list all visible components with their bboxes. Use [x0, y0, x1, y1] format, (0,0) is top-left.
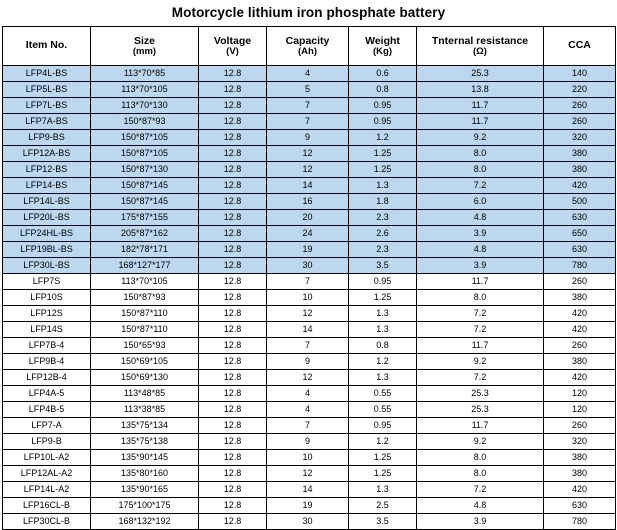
- cell-item-no: LFP14L-BS: [3, 194, 91, 210]
- cell-size: 150*69*105: [91, 354, 199, 370]
- column-header-cca: [544, 27, 616, 66]
- cell-item-no: LFP19BL-BS: [3, 242, 91, 258]
- cell-size: 113*38*85: [91, 402, 199, 418]
- cell-item-no: LFP9-BS: [3, 130, 91, 146]
- cell-cca: 630: [544, 210, 616, 226]
- cell-internal-resistance: 3.9: [417, 514, 544, 530]
- cell-voltage: 12.8: [199, 498, 267, 514]
- cell-internal-resistance: 25.3: [417, 402, 544, 418]
- cell-size: 135*80*160: [91, 466, 199, 482]
- cell-size: 150*87*93: [91, 114, 199, 130]
- table-row: [3, 258, 616, 274]
- cell-weight: 1.25: [349, 146, 417, 162]
- cell-weight: 2.6: [349, 226, 417, 242]
- cell-cca: 650: [544, 226, 616, 242]
- cell-weight: 1.3: [349, 482, 417, 498]
- table-header: [3, 27, 616, 66]
- cell-capacity: 4: [267, 386, 349, 402]
- cell-cca: 420: [544, 306, 616, 322]
- cell-item-no: LFP14L-A2: [3, 482, 91, 498]
- cell-item-no: LFP12A-BS: [3, 146, 91, 162]
- cell-size: 168*132*192: [91, 514, 199, 530]
- cell-size: 135*90*145: [91, 450, 199, 466]
- cell-weight: 0.8: [349, 338, 417, 354]
- cell-capacity: 7: [267, 98, 349, 114]
- cell-size: 150*69*130: [91, 370, 199, 386]
- table-row: [3, 194, 616, 210]
- cell-capacity: 5: [267, 82, 349, 98]
- cell-internal-resistance: 11.7: [417, 98, 544, 114]
- table-row: [3, 306, 616, 322]
- cell-cca: 320: [544, 434, 616, 450]
- cell-cca: 420: [544, 370, 616, 386]
- cell-weight: 3.5: [349, 514, 417, 530]
- cell-cca: 630: [544, 498, 616, 514]
- cell-internal-resistance: 4.8: [417, 242, 544, 258]
- cell-cca: 780: [544, 514, 616, 530]
- cell-voltage: 12.8: [199, 114, 267, 130]
- cell-size: 113*70*105: [91, 82, 199, 98]
- cell-cca: 120: [544, 386, 616, 402]
- cell-internal-resistance: 13.8: [417, 82, 544, 98]
- cell-item-no: LFP10S: [3, 290, 91, 306]
- cell-weight: 0.95: [349, 274, 417, 290]
- cell-cca: 380: [544, 450, 616, 466]
- cell-cca: 320: [544, 130, 616, 146]
- cell-capacity: 19: [267, 498, 349, 514]
- column-header-weight-main: Weight: [365, 34, 400, 47]
- cell-voltage: 12.8: [199, 82, 267, 98]
- cell-weight: 0.95: [349, 98, 417, 114]
- cell-weight: 1.8: [349, 194, 417, 210]
- cell-item-no: LFP4L-BS: [3, 66, 91, 82]
- column-header-internal-resistance: [417, 27, 544, 66]
- cell-weight: 1.25: [349, 450, 417, 466]
- cell-weight: 1.25: [349, 466, 417, 482]
- cell-internal-resistance: 8.0: [417, 466, 544, 482]
- cell-weight: 2.5: [349, 498, 417, 514]
- cell-weight: 1.2: [349, 354, 417, 370]
- table-row: [3, 370, 616, 386]
- cell-cca: 140: [544, 66, 616, 82]
- cell-item-no: LFP7S: [3, 274, 91, 290]
- cell-capacity: 14: [267, 322, 349, 338]
- cell-cca: 380: [544, 290, 616, 306]
- table-row: [3, 514, 616, 530]
- cell-size: 113*70*105: [91, 274, 199, 290]
- table-row: [3, 450, 616, 466]
- cell-internal-resistance: 3.9: [417, 226, 544, 242]
- column-header-voltage-main: Voltage: [213, 34, 252, 47]
- table-row: [3, 466, 616, 482]
- cell-voltage: 12.8: [199, 194, 267, 210]
- cell-voltage: 12.8: [199, 66, 267, 82]
- cell-voltage: 12.8: [199, 146, 267, 162]
- table-row: [3, 114, 616, 130]
- cell-capacity: 9: [267, 354, 349, 370]
- cell-size: 150*87*110: [91, 322, 199, 338]
- column-header-voltage: [199, 27, 267, 66]
- cell-capacity: 20: [267, 210, 349, 226]
- table-row: [3, 434, 616, 450]
- table-row: [3, 210, 616, 226]
- cell-size: 113*70*85: [91, 66, 199, 82]
- cell-weight: 0.95: [349, 114, 417, 130]
- cell-voltage: 12.8: [199, 258, 267, 274]
- cell-capacity: 12: [267, 370, 349, 386]
- cell-capacity: 14: [267, 178, 349, 194]
- table-row: [3, 226, 616, 242]
- cell-internal-resistance: 11.7: [417, 274, 544, 290]
- cell-internal-resistance: 3.9: [417, 258, 544, 274]
- column-header-cca-main: CCA: [568, 39, 591, 52]
- cell-item-no: LFP30L-BS: [3, 258, 91, 274]
- cell-cca: 420: [544, 178, 616, 194]
- cell-internal-resistance: 9.2: [417, 434, 544, 450]
- table-body: [3, 66, 616, 530]
- cell-cca: 380: [544, 466, 616, 482]
- cell-voltage: 12.8: [199, 418, 267, 434]
- cell-internal-resistance: 4.8: [417, 498, 544, 514]
- cell-weight: 0.55: [349, 402, 417, 418]
- table-row: [3, 274, 616, 290]
- cell-cca: 260: [544, 274, 616, 290]
- cell-weight: 1.2: [349, 130, 417, 146]
- cell-voltage: 12.8: [199, 242, 267, 258]
- cell-item-no: LFP9-B: [3, 434, 91, 450]
- table-row: [3, 402, 616, 418]
- table-row: [3, 66, 616, 82]
- cell-size: 135*75*138: [91, 434, 199, 450]
- cell-internal-resistance: 9.2: [417, 354, 544, 370]
- cell-weight: 1.3: [349, 370, 417, 386]
- column-header-size-main: Size: [133, 34, 155, 47]
- cell-internal-resistance: 11.7: [417, 418, 544, 434]
- table-row: [3, 130, 616, 146]
- cell-capacity: 16: [267, 194, 349, 210]
- cell-size: 150*65*93: [91, 338, 199, 354]
- cell-internal-resistance: 8.0: [417, 290, 544, 306]
- cell-item-no: LFP4A-5: [3, 386, 91, 402]
- table-row: [3, 290, 616, 306]
- table-row: [3, 98, 616, 114]
- cell-size: 135*90*165: [91, 482, 199, 498]
- column-header-internal-resistance-unit: (Ω): [473, 45, 487, 57]
- cell-voltage: 12.8: [199, 210, 267, 226]
- cell-weight: 1.3: [349, 322, 417, 338]
- cell-voltage: 12.8: [199, 482, 267, 498]
- cell-item-no: LFP5L-BS: [3, 82, 91, 98]
- cell-item-no: LFP10L-A2: [3, 450, 91, 466]
- cell-item-no: LFP9B-4: [3, 354, 91, 370]
- cell-capacity: 7: [267, 274, 349, 290]
- cell-cca: 780: [544, 258, 616, 274]
- cell-weight: 0.6: [349, 66, 417, 82]
- cell-size: 113*48*85: [91, 386, 199, 402]
- cell-voltage: 12.8: [199, 514, 267, 530]
- cell-item-no: LFP14-BS: [3, 178, 91, 194]
- cell-size: 150*87*110: [91, 306, 199, 322]
- cell-voltage: 12.8: [199, 338, 267, 354]
- cell-cca: 260: [544, 98, 616, 114]
- table-row: [3, 178, 616, 194]
- cell-weight: 0.55: [349, 386, 417, 402]
- cell-cca: 420: [544, 482, 616, 498]
- column-header-capacity-unit: (Ah): [298, 45, 317, 57]
- cell-size: 150*87*105: [91, 130, 199, 146]
- cell-size: 168*127*177: [91, 258, 199, 274]
- column-header-item-no-main: Item No.: [25, 39, 68, 52]
- cell-internal-resistance: 7.2: [417, 306, 544, 322]
- column-header-item-no: [3, 27, 91, 66]
- cell-weight: 2.3: [349, 210, 417, 226]
- cell-size: 150*87*93: [91, 290, 199, 306]
- cell-size: 135*75*134: [91, 418, 199, 434]
- cell-internal-resistance: 25.3: [417, 66, 544, 82]
- cell-cca: 500: [544, 194, 616, 210]
- cell-capacity: 10: [267, 450, 349, 466]
- cell-capacity: 12: [267, 306, 349, 322]
- cell-weight: 1.3: [349, 178, 417, 194]
- cell-voltage: 12.8: [199, 306, 267, 322]
- cell-size: 205*87*162: [91, 226, 199, 242]
- cell-size: 175*87*155: [91, 210, 199, 226]
- cell-cca: 380: [544, 146, 616, 162]
- cell-internal-resistance: 9.2: [417, 130, 544, 146]
- cell-capacity: 7: [267, 114, 349, 130]
- cell-capacity: 12: [267, 162, 349, 178]
- cell-weight: 0.8: [349, 82, 417, 98]
- cell-weight: 0.95: [349, 418, 417, 434]
- cell-capacity: 14: [267, 482, 349, 498]
- cell-voltage: 12.8: [199, 162, 267, 178]
- table-row: [3, 338, 616, 354]
- cell-cca: 260: [544, 114, 616, 130]
- cell-voltage: 12.8: [199, 402, 267, 418]
- cell-size: 182*78*171: [91, 242, 199, 258]
- cell-internal-resistance: 25.3: [417, 386, 544, 402]
- column-header-capacity: [267, 27, 349, 66]
- table-row: [3, 386, 616, 402]
- cell-capacity: 7: [267, 338, 349, 354]
- page-title: Motorcycle lithium iron phosphate battery: [171, 5, 446, 20]
- cell-capacity: 7: [267, 418, 349, 434]
- cell-item-no: LFP20L-BS: [3, 210, 91, 226]
- cell-capacity: 12: [267, 146, 349, 162]
- cell-internal-resistance: 6.0: [417, 194, 544, 210]
- table-row: [3, 418, 616, 434]
- cell-capacity: 9: [267, 434, 349, 450]
- cell-capacity: 9: [267, 130, 349, 146]
- cell-cca: 260: [544, 338, 616, 354]
- cell-capacity: 24: [267, 226, 349, 242]
- cell-voltage: 12.8: [199, 130, 267, 146]
- cell-item-no: LFP12-BS: [3, 162, 91, 178]
- table-row: [3, 242, 616, 258]
- cell-capacity: 4: [267, 66, 349, 82]
- cell-item-no: LFP7B-4: [3, 338, 91, 354]
- cell-item-no: LFP7-A: [3, 418, 91, 434]
- cell-size: 150*87*145: [91, 178, 199, 194]
- cell-weight: 3.5: [349, 258, 417, 274]
- cell-item-no: LFP30CL-B: [3, 514, 91, 530]
- cell-weight: 2.3: [349, 242, 417, 258]
- column-header-internal-resistance-main: Tnternal resistance: [431, 34, 529, 47]
- cell-voltage: 12.8: [199, 98, 267, 114]
- cell-item-no: LFP16CL-B: [3, 498, 91, 514]
- column-header-weight-unit: (Kg): [373, 45, 392, 57]
- cell-internal-resistance: 7.2: [417, 322, 544, 338]
- cell-internal-resistance: 4.8: [417, 210, 544, 226]
- table-row: [3, 482, 616, 498]
- cell-voltage: 12.8: [199, 354, 267, 370]
- cell-size: 113*70*130: [91, 98, 199, 114]
- cell-cca: 380: [544, 354, 616, 370]
- column-header-size: [91, 27, 199, 66]
- cell-voltage: 12.8: [199, 322, 267, 338]
- table-row: [3, 322, 616, 338]
- cell-size: 150*87*105: [91, 146, 199, 162]
- cell-item-no: LFP4B-5: [3, 402, 91, 418]
- cell-voltage: 12.8: [199, 370, 267, 386]
- cell-capacity: 4: [267, 402, 349, 418]
- cell-capacity: 30: [267, 514, 349, 530]
- cell-voltage: 12.8: [199, 466, 267, 482]
- column-header-voltage-unit: (V): [226, 45, 239, 57]
- cell-item-no: LFP24HL-BS: [3, 226, 91, 242]
- cell-capacity: 30: [267, 258, 349, 274]
- cell-cca: 420: [544, 322, 616, 338]
- cell-size: 175*100*175: [91, 498, 199, 514]
- cell-cca: 380: [544, 162, 616, 178]
- cell-cca: 120: [544, 402, 616, 418]
- cell-voltage: 12.8: [199, 450, 267, 466]
- cell-internal-resistance: 7.2: [417, 482, 544, 498]
- table-row: [3, 82, 616, 98]
- table-header-row: [3, 27, 616, 66]
- cell-internal-resistance: 7.2: [417, 370, 544, 386]
- cell-internal-resistance: 11.7: [417, 114, 544, 130]
- cell-internal-resistance: 7.2: [417, 178, 544, 194]
- cell-voltage: 12.8: [199, 434, 267, 450]
- cell-item-no: LFP7A-BS: [3, 114, 91, 130]
- cell-internal-resistance: 8.0: [417, 146, 544, 162]
- cell-weight: 1.25: [349, 290, 417, 306]
- cell-internal-resistance: 11.7: [417, 338, 544, 354]
- cell-cca: 260: [544, 418, 616, 434]
- column-header-capacity-main: Capacity: [285, 34, 330, 47]
- column-header-weight: [349, 27, 417, 66]
- cell-voltage: 12.8: [199, 178, 267, 194]
- cell-capacity: 19: [267, 242, 349, 258]
- cell-capacity: 12: [267, 466, 349, 482]
- cell-weight: 1.2: [349, 434, 417, 450]
- cell-voltage: 12.8: [199, 226, 267, 242]
- cell-voltage: 12.8: [199, 290, 267, 306]
- cell-item-no: LFP12S: [3, 306, 91, 322]
- cell-size: 150*87*130: [91, 162, 199, 178]
- table-row: [3, 354, 616, 370]
- cell-item-no: LFP12B-4: [3, 370, 91, 386]
- cell-weight: 1.25: [349, 162, 417, 178]
- cell-voltage: 12.8: [199, 274, 267, 290]
- table-row: [3, 146, 616, 162]
- cell-item-no: LFP12AL-A2: [3, 466, 91, 482]
- cell-capacity: 10: [267, 290, 349, 306]
- cell-internal-resistance: 8.0: [417, 162, 544, 178]
- table-row: [3, 162, 616, 178]
- cell-cca: 630: [544, 242, 616, 258]
- cell-internal-resistance: 8.0: [417, 450, 544, 466]
- column-header-size-unit: (mm): [132, 45, 157, 57]
- cell-cca: 220: [544, 82, 616, 98]
- battery-spec-table: [2, 26, 616, 530]
- cell-item-no: LFP14S: [3, 322, 91, 338]
- cell-weight: 1.3: [349, 306, 417, 322]
- cell-voltage: 12.8: [199, 386, 267, 402]
- cell-item-no: LFP7L-BS: [3, 98, 91, 114]
- cell-size: 150*87*145: [91, 194, 199, 210]
